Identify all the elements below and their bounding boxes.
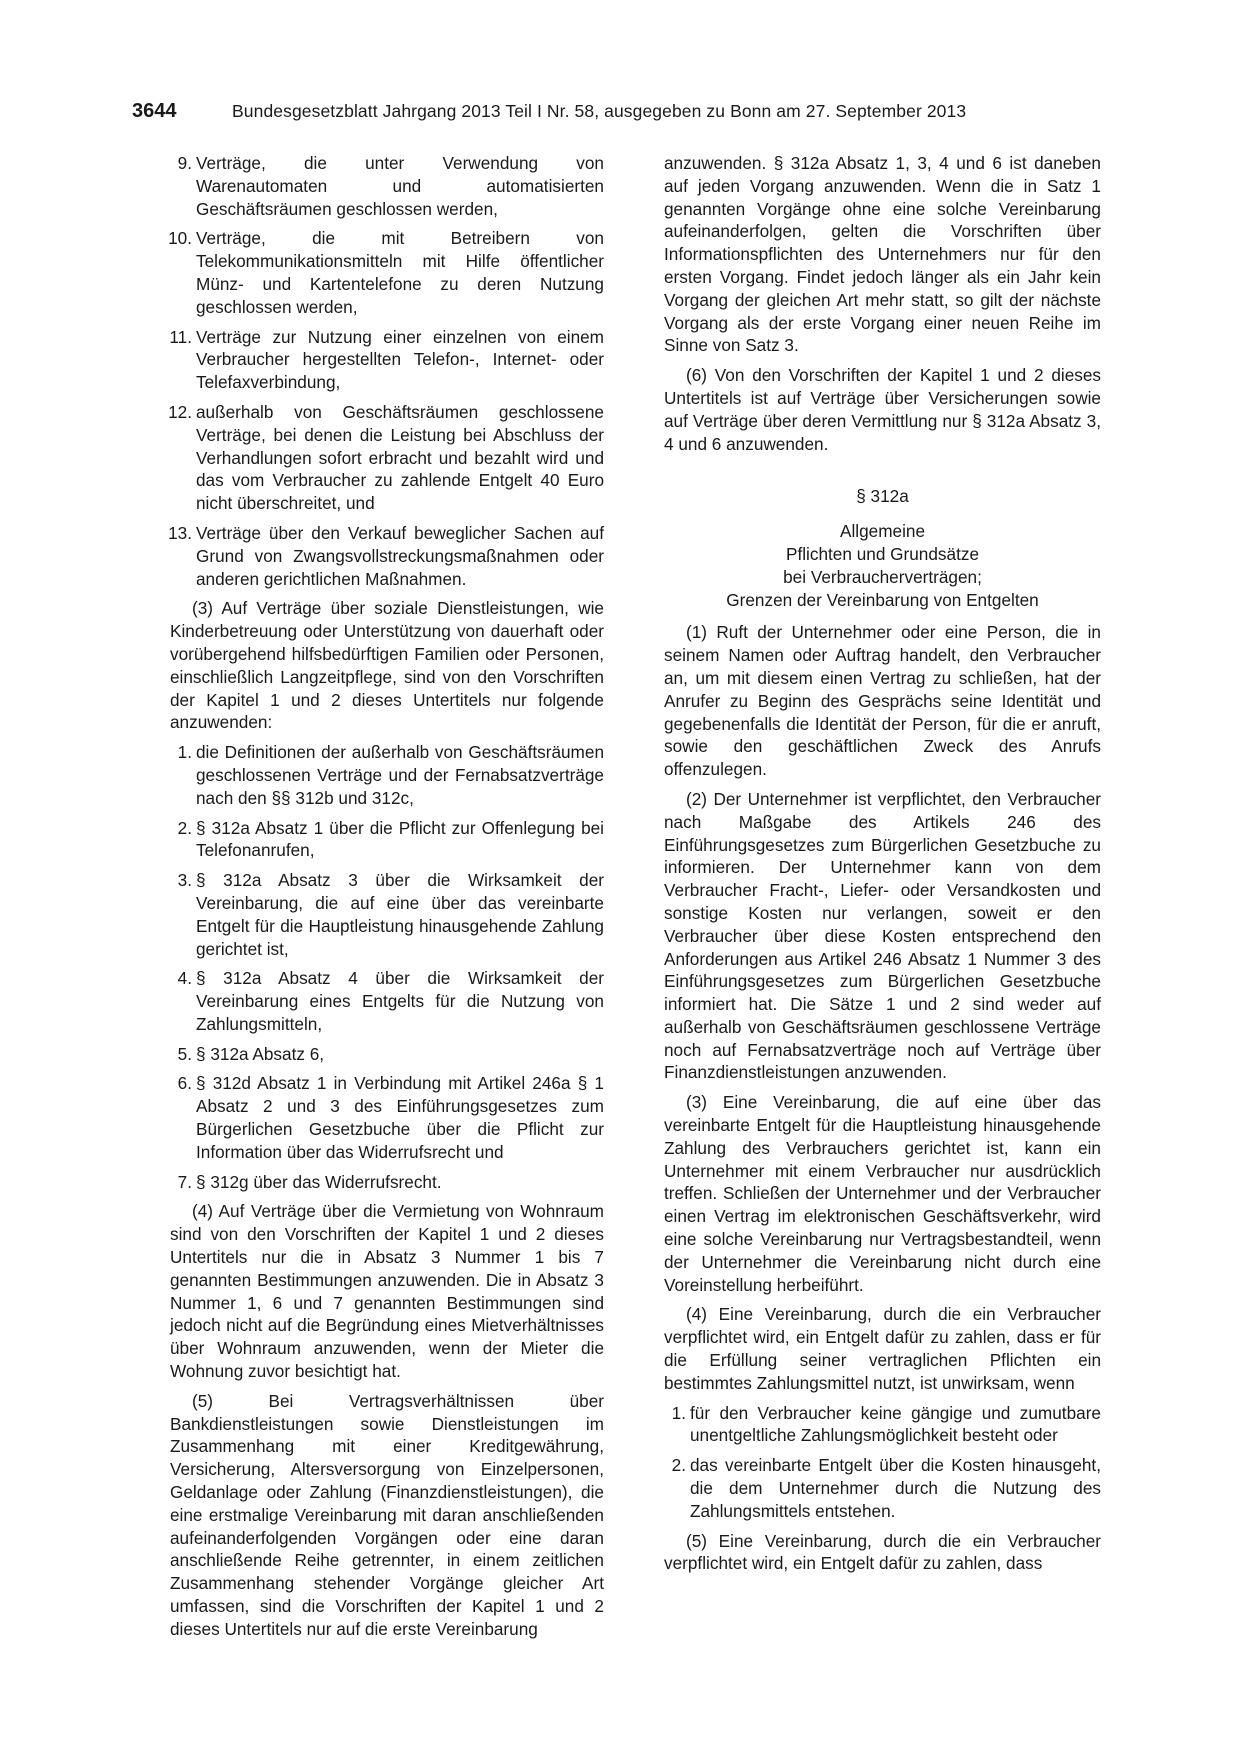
item-text: die Definitionen der außerhalb von Geschäftsräumen geschlossenen Verträge und der Fernabsatzverträge nach den §§ 312b und 312c, [196,742,604,808]
paragraph-5-continued: anzuwenden. § 312a Absatz 1, 3, 4 und 6 ist daneben auf jeden Vorgang anzuwenden. Wenn die in Satz 1 genannten Vorgänge ohne eine solche Vereinbarung aufeinanderfolgen, gelten die Vorschriften über Informationspflichten des Unternehmers nur für den ersten Vorgang. Findet jedoch länger als ein Jahr kein Vorgang der gleichen Art mehr statt, so gilt der nächste Vorgang als der erste Vorgang einer neuen Reihe im Sinne von Satz 3. [664,153,1101,356]
item-number: 4. [177,968,192,989]
heading-line: Pflichten und Grundsätze [786,543,979,564]
section-paragraph-5: (5) Eine Vereinbarung, durch die ein Verbraucher verpflichtet wird, ein Entgelt dafür zu zahlen, dass [664,1530,1101,1574]
item-number: 2. [671,1455,686,1476]
list-item [170,869,604,960]
item-number: 3. [177,870,192,891]
item-number: 11. [169,326,192,347]
item-number: 12. [168,401,192,422]
list-item [170,1043,604,1066]
paragraph-5: (5) Bei Vertragsverhältnissen über Bankdienstleistungen sowie Dienstleistungen im Zusammenhang mit einer Kreditgewährung, Versicherung, Altersversorgung von Einzelpersonen, Geldanlage oder Zahlung (Finanzdienstleistungen), die eine erstmalige Vereinbarung mit daran anschließenden aufeinanderfolgenden Vorgängen oder eine daran anschließende Reihe getrennter, in einem zeitlichen Zusammenhang stehender Vorgänge gleicher Art umfassen, sind die Vorschriften der Kapitel 1 und 2 dieses Untertitels nur auf die erste Vereinbarung [170,1390,604,1639]
item-text: § 312d Absatz 1 in Verbindung mit Artikel 246a § 1 Absatz 2 und 3 des Einführungsgesetzes zum Bürgerlichen Gesetzbuche über die Pflicht zur Information über das Widerrufsrecht und [196,1073,604,1162]
list-item [664,1454,1101,1522]
item-number: 1. [177,742,192,763]
section-heading [664,520,1101,611]
item-text: § 312a Absatz 1 über die Pflicht zur Offenlegung bei Telefonanrufen, [196,817,604,861]
item-text: für den Verbraucher keine gängige und zumutbare unentgeltliche Zahlungsmöglichkeit besteht oder [690,1402,1101,1446]
item-number: 1. [671,1402,686,1423]
item-text: Verträge, die unter Verwendung von Warenautomaten und automatisierten Geschäftsräumen geschlossen werden, [196,153,604,219]
list-item [170,741,604,809]
item-text: § 312a Absatz 3 über die Wirksamkeit der Vereinbarung, die auf eine über das vereinbarte Entgelt für die Hauptleistung hinausgehende Zahlung gerichtet ist, [196,870,604,959]
item-number: 5. [177,1043,192,1064]
list-item [170,227,604,318]
heading-line: bei Verbraucherverträgen; [783,566,982,587]
item-number: 2. [177,817,192,838]
list-item [170,817,604,863]
item-text: Verträge zur Nutzung einer einzelnen von einem Verbraucher hergestellten Telefon-, Internet- oder Telefaxverbindung, [196,326,604,393]
item-text: Verträge über den Verkauf beweglicher Sachen auf Grund von Zwangsvollstreckungsmaßnahmen oder anderen gerichtlichen Maßnahmen. [196,522,604,589]
section-paragraph-3: (3) Eine Vereinbarung, die auf eine über das vereinbarte Entgelt für die Hauptleistung hinausgehende Zahlung des Verbrauchers gerichtet ist, kann ein Unternehmer mit einem Verbraucher nur ausdrücklich treffen. Schließen der Unternehmer und der Verbraucher einen Vertrag im elektronischen Geschäftsverkehr, wird eine solche Vereinbarung nur Vertragsbestandteil, wenn der Unternehmer die Vereinbarung nicht durch eine Voreinstellung herbeiführt. [664,1092,1101,1295]
item-text: außerhalb von Geschäftsräumen geschlossene Verträge, bei denen die Leistung bei Abschluss der Verhandlungen sofort erbracht und bezahlt wird und das vom Verbraucher zu zahlende Entgelt 40 Euro nicht überschreitet, und [196,401,604,514]
item-number: 13. [168,522,192,543]
paragraph-3: (3) Auf Verträge über soziale Dienstleistungen, wie Kinderbetreuung oder Unterstützung von dauerhaft oder vorübergehend hilfsbedürftigen Familien oder Personen, einschließlich Langzeitpflege, sind von den Vorschriften der Kapitel 1 und 2 dieses Untertitels nur folgende anzuwenden: [170,598,604,733]
list-item [170,326,604,394]
item-number: 7. [177,1171,192,1192]
running-title: Bundesgesetzblatt Jahrgang 2013 Teil I Nr. 58, ausgegeben zu Bonn am 27. September 2013 [232,101,967,121]
item-number: 10. [168,228,192,249]
section-paragraph-2: (2) Der Unternehmer ist verpflichtet, den Verbraucher nach Maßgabe des Artikels 246 des Einführungsgesetzes zum Bürgerlichen Gesetzbuche zu informieren. Der Unternehmer kann von dem Verbraucher Fracht-, Liefer- oder Versandkosten und sonstige Kosten nur verlangen, soweit er den Verbraucher über diese Kosten entsprechend den Anforderungen aus Artikel 246 Absatz 1 Nummer 3 des Einführungsgesetzes zum Bürgerlichen Gesetzbuche informiert hat. Die Sätze 1 und 2 sind weder auf außerhalb von Geschäftsräumen geschlossene Verträge noch auf Fernabsatzverträge noch auf Verträge über Finanzdienstleistungen anzuwenden. [664,788,1101,1083]
paragraph-6: (6) Von den Vorschriften der Kapitel 1 und 2 dieses Untertitels ist auf Verträge über Versicherungen sowie auf Verträge über deren Vermittlung nur § 312a Absatz 3, 4 und 6 anzuwenden. [664,365,1101,454]
heading-line: Grenzen der Vereinbarung von Entgelten [726,589,1039,610]
item-text: § 312a Absatz 6, [196,1043,325,1064]
list-item [170,401,604,515]
list-item [170,1171,604,1194]
item-number: 9. [177,153,192,173]
section-paragraph-1: (1) Ruft der Unternehmer oder eine Person, die in seinem Namen oder Auftrag handelt, den Verbraucher an, um mit diesem einen Vertrag zu schließen, hat der Anrufer zu Beginn des Gesprächs seine Identität und gegebenenfalls die Identität der Person, für die er anruft, sowie den geschäftlichen Zweck des Anrufs offenzulegen. [664,622,1101,780]
list-item [170,152,604,220]
heading-line: Allgemeine [839,521,926,542]
item-text: § 312a Absatz 4 über die Wirksamkeit der Vereinbarung eines Entgelts für die Nutzung von Zahlungsmitteln, [196,968,604,1034]
left-column [170,152,604,1648]
list-item [664,1402,1101,1448]
list-item [170,1072,604,1163]
item-text: § 312g über das Widerrufsrecht. [196,1171,442,1192]
item-number: 6. [177,1073,192,1094]
section-number: § 312a [856,486,909,507]
item-text: Verträge, die mit Betreibern von Telekommunikationsmitteln mit Hilfe öffentlicher Münz- und Kartentelefone zu deren Nutzung geschlossen werden, [196,228,604,317]
list-item [170,522,604,590]
list-item [170,967,604,1035]
page-number: 3644 [132,100,177,122]
page-header [132,100,1112,126]
section-paragraph-4: (4) Eine Vereinbarung, durch die ein Verbraucher verpflichtet wird, ein Entgelt dafür zu zahlen, dass er für die Erfüllung seiner vertraglichen Pflichten ein bestimmtes Zahlungsmittel nutzt, ist unwirksam, wenn [664,1304,1101,1393]
right-column [664,152,1101,1582]
item-text: das vereinbarte Entgelt über die Kosten hinausgeht, die dem Unternehmer durch die Nutzung des Zahlungsmittels entstehen. [690,1455,1101,1521]
paragraph-4: (4) Auf Verträge über die Vermietung von Wohnraum sind von den Vorschriften der Kapitel 1 und 2 dieses Untertitels nur die in Absatz 3 Nummer 1 bis 7 genannten Bestimmungen anzuwenden. Die in Absatz 3 Nummer 1, 6 und 7 genannten Bestimmungen sind jedoch nicht auf die Begründung eines Mietverhältnisses über Wohnraum anzuwenden, wenn der Mieter die Wohnung zuvor besichtigt hat. [170,1201,604,1382]
